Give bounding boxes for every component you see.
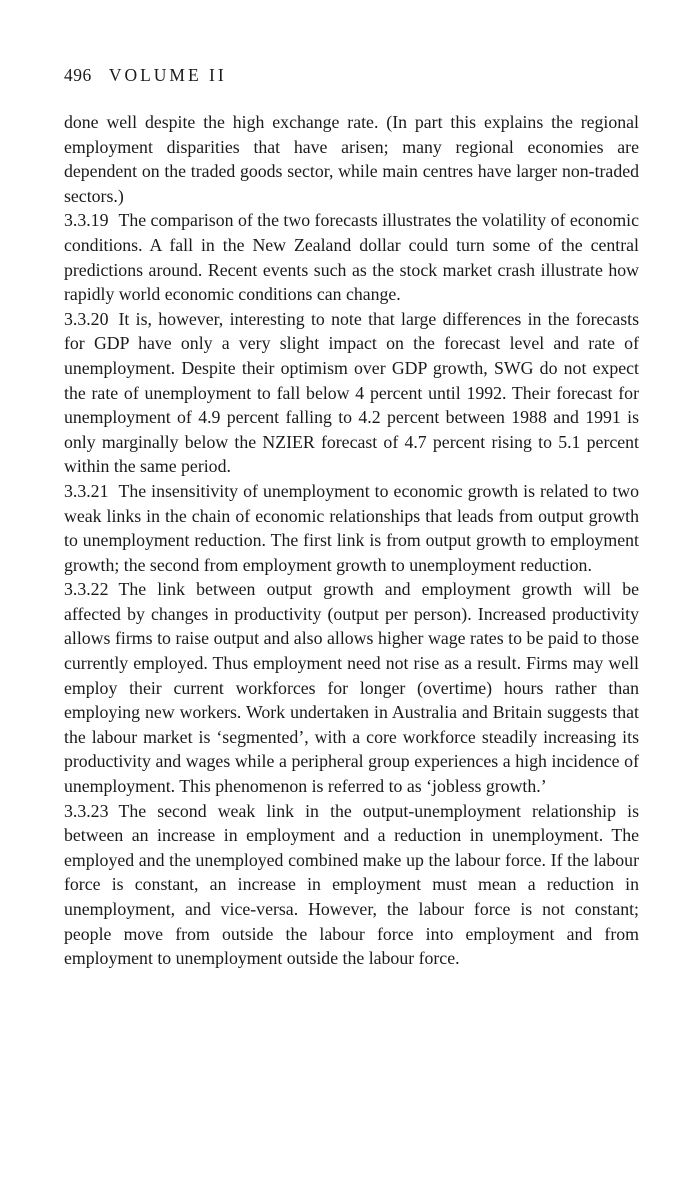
paragraph-3-3-21	[64, 479, 639, 577]
page-number: 496	[64, 65, 92, 85]
paragraph-number: 3.3.21	[64, 480, 109, 501]
paragraph-3-3-22	[64, 577, 639, 798]
paragraph-text: The second weak link in the output-unemployment relationship is between an increase in employment and a reduction in unemployment. The employed and the unemployed combined make up the labour force. If the labour force is constant, an increase in employment must mean a reduction in unemployment, and vice-versa. However, the labour force is not constant; people move from outside the labour force into employment and from employment to unemployment outside the labour force.	[64, 800, 639, 969]
paragraph-number: 3.3.23	[64, 800, 109, 821]
paragraph-number: 3.3.20	[64, 308, 109, 329]
volume-label: VOLUME II	[108, 65, 227, 85]
paragraph-continuation	[64, 110, 639, 208]
paragraph-text: The comparison of the two forecasts illustrates the volatility of economic conditions. A fall in the New Zealand dollar could turn some of the central predictions around. Recent events such as the stock market crash illustrate how rapidly world economic conditions can change.	[64, 210, 639, 305]
paragraph-number: 3.3.19	[64, 210, 109, 231]
paragraph-3-3-20	[64, 307, 639, 479]
paragraph-number: 3.3.22	[64, 579, 109, 600]
paragraph-3-3-23	[64, 799, 639, 971]
paragraph-text: The insensitivity of unemployment to economic growth is related to two weak links in the chain of economic relationships that leads from output growth to unemployment reduction. The first link is from output growth to employment growth; the second from employment growth to unemployment reduction.	[64, 480, 639, 575]
document-page	[64, 62, 639, 971]
paragraph-text: done well despite the high exchange rate. (In part this explains the regional employment disparities that have arisen; many regional economies are dependent on the traded goods sector, while main centres have larger non-traded sectors.)	[64, 112, 639, 206]
running-header	[64, 62, 639, 88]
paragraph-3-3-19	[64, 208, 639, 306]
paragraph-text: The link between output growth and employment growth will be affected by changes in productivity (output per person). Increased productivity allows firms to raise output and also allows higher wage rates to be paid to those currently employed. Thus employment need not rise as a result. Firms may well employ their current workforces for longer (overtime) hours rather than employing new workers. Work undertaken in Australia and Britain suggests that the labour market is ‘segmented’, with a core workforce steadily increasing its productivity and wages while a peripheral group experiences a high incidence of unemployment. This phenomenon is referred to as ‘jobless growth.’	[64, 579, 639, 797]
paragraph-text: It is, however, interesting to note that large differences in the forecasts for GDP have only a very slight impact on the forecast level and rate of unemployment. Despite their optimism over GDP growth, SWG do not expect the rate of unemployment to fall below 4 percent until 1992. Their forecast for unemployment of 4.9 percent falling to 4.2 percent between 1988 and 1991 is only marginally below the NZIER forecast of 4.7 percent rising to 5.1 percent within the same period.	[64, 308, 639, 477]
